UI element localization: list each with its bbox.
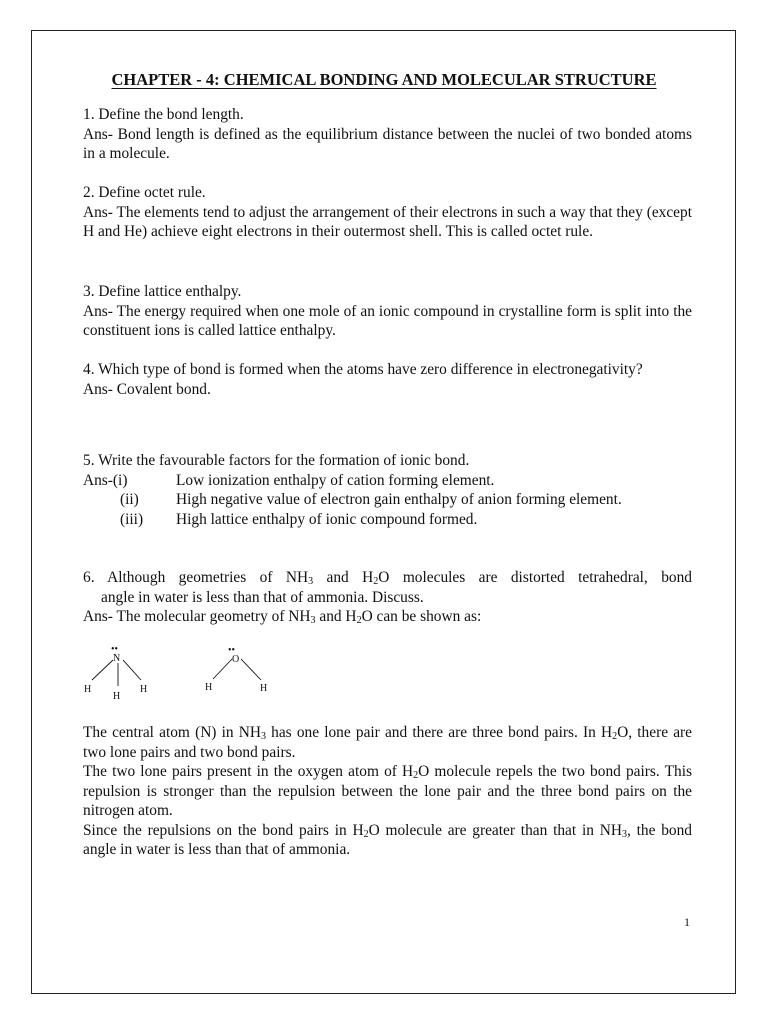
page-title: CHAPTER - 4: CHEMICAL BONDING AND MOLECULAR STRUCTURE (111, 70, 657, 89)
answer-5-item-2 (83, 490, 692, 510)
answer-5-item-1 (83, 471, 692, 491)
hydrogen-atom-right: H (140, 684, 148, 695)
question-3 (83, 282, 692, 341)
oxygen-atom: O (232, 654, 240, 665)
answer-3-text: Ans- The energy required when one mole of an ionic compound in crystalline form is split into the constituent ions is called lattice enthalpy. (83, 302, 692, 339)
question-6 (83, 568, 692, 627)
item-text: Low ionization enthalpy of cation forming element. (176, 471, 495, 489)
nitrogen-atom: N (113, 653, 121, 664)
hydrogen-atom-left: H (84, 684, 92, 695)
o-h-bond-right (241, 659, 261, 680)
question-1-text: 1. Define the bond length. (83, 106, 244, 123)
question-2-text: 2. Define octet rule. (83, 184, 206, 201)
question-1 (83, 105, 692, 164)
explanation-paragraph-1: The central atom (N) in $NH_3$ has one lone pair and there are three bond pairs. In $H_2O$, there are two lone pairs and two bond pairs. (83, 724, 692, 761)
question-3-text: 3. Define lattice enthalpy. (83, 283, 242, 300)
answer-5-item-3 (83, 510, 692, 530)
item-marker: Ans-(i) (83, 471, 128, 489)
nitrogen-lone-pair: •• (111, 644, 119, 655)
question-4-text: 4. Which type of bond is formed when the atoms have zero difference in electronegativity? (83, 361, 643, 378)
explanation (83, 723, 692, 860)
o-h-bond-left (213, 659, 232, 679)
answer-1-text: Ans- Bond length is defined as the equilibrium distance between the nuclei of two bonded atoms in a molecule. (83, 125, 692, 162)
item-marker: (iii) (120, 510, 144, 528)
question-6-line-2: angle in water is less than that of ammonia. Discuss. (101, 588, 424, 606)
explanation-paragraph-2: The two lone pairs present in the oxygen atom of $H_2O$ molecule repels the two bond pairs. This repulsion is stronger than the repulsion between the lone pair and the three bond pairs on the nitrogen atom. (83, 763, 692, 819)
hydrogen-atom-middle: H (113, 691, 121, 702)
answer-6-text: Ans- The molecular geometry of $NH_3$ and $H_2O$ can be shown as: (83, 608, 482, 626)
hydrogen-atom-right: H (260, 683, 268, 694)
item-marker: (ii) (120, 491, 139, 508)
item-text: High negative value of electron gain enthalpy of anion forming element. (176, 491, 622, 508)
page-number: 1 (684, 915, 690, 929)
oxygen-lone-pair: •• (228, 645, 236, 656)
answer-4-text: Ans- Covalent bond. (83, 380, 211, 398)
h2o-structure (198, 642, 278, 698)
explanation-paragraph-3: Since the repulsions on the bond pairs in $H_2O$ molecule are greater than that in $NH_3$, the bond angle in water is less than that of ammonia. (83, 821, 692, 858)
question-4 (83, 360, 692, 399)
answer-2-text: Ans- The elements tend to adjust the arrangement of their electrons in such a way that they (except H and He) achieve eight electrons in their outermost shell. This is called octet rule. (83, 203, 692, 240)
question-2 (83, 183, 692, 242)
hydrogen-atom-left: H (205, 682, 213, 693)
item-text: High lattice enthalpy of ionic compound formed. (176, 510, 478, 528)
nh3-structure (78, 638, 158, 704)
question-5-text: 5. Write the favourable factors for the formation of ionic bond. (83, 452, 470, 469)
n-h-bond-right (123, 660, 141, 680)
n-h-bond-left (92, 660, 113, 680)
question-5 (83, 451, 692, 529)
question-6-line-1: 6. Although geometries of $NH_3$ and $H_2O$ molecules are distorted tetrahedral, bond (83, 569, 692, 587)
